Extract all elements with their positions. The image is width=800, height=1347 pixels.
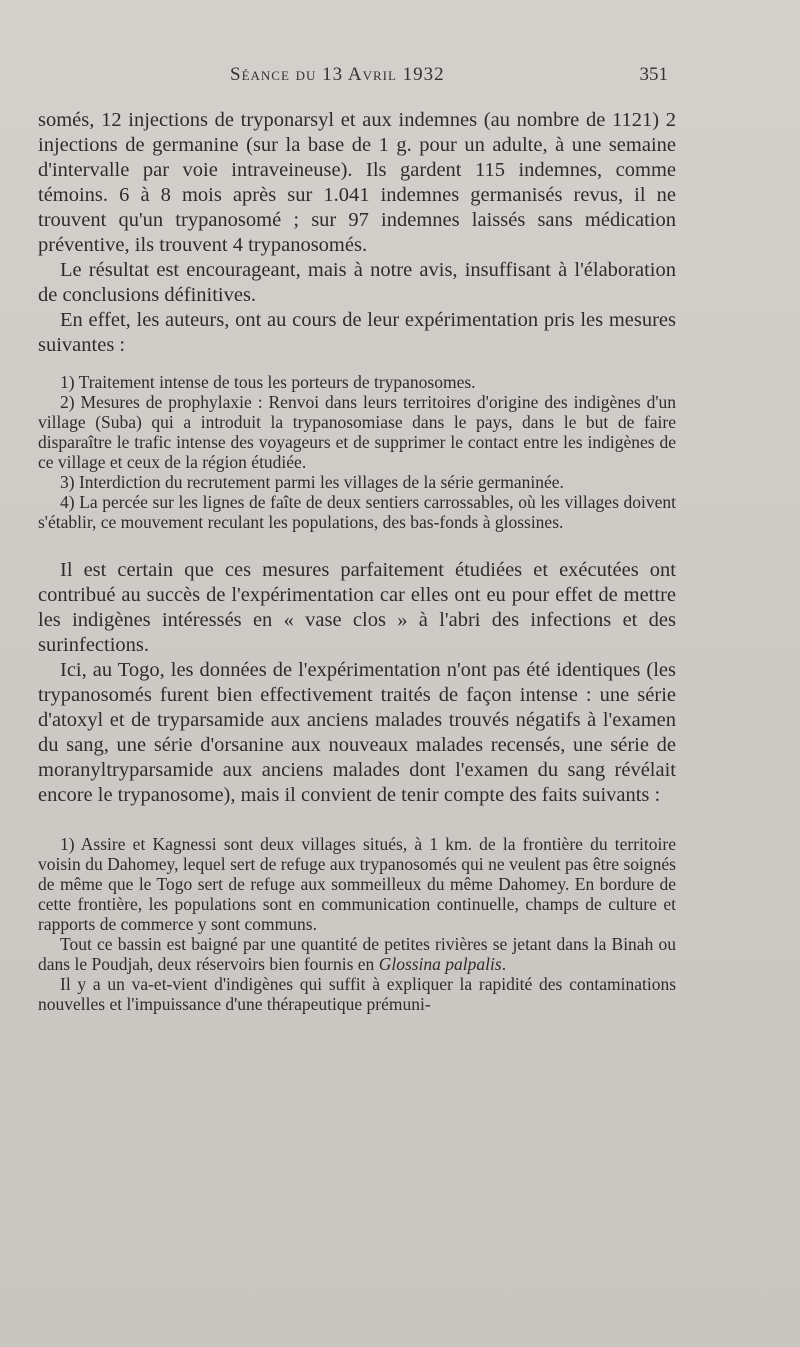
page-body — [38, 108, 676, 1014]
fact-item-2-end: . — [501, 954, 507, 974]
header-title: Séance du 13 Avril 1932 — [230, 64, 445, 85]
measure-item-1: 1) Traitement intense de tous les porteurs de trypanosomes. — [60, 372, 476, 392]
paragraph-certainty: Il est certain que ces mesures parfaitement étudiées et exécutées ont contribué au succès de l'expérimentation car elles ont eu pour effet de mettre les indigènes intéressés en « vase clos » à l'abri des infections et des surinfections. — [38, 559, 676, 656]
paragraph-result: Le résultat est encourageant, mais à notre avis, insuffisant à l'élaboration de conclusions définitives. — [38, 259, 676, 306]
page-number: 351 — [639, 64, 668, 85]
measure-item-4: 4) La percée sur les lignes de faîte de deux sentiers carrossables, où les villages doivent s'établir, ce mouvement reculant les populations, des bas-fonds à glossines. — [38, 492, 676, 532]
species-name: Glossina palpalis — [378, 954, 502, 974]
fact-item-2 — [38, 934, 676, 974]
paragraph-togo: Ici, au Togo, les données de l'expérimentation n'ont pas été identiques (les trypanosomés furent bien effectivement traités de façon intense : une série d'atoxyl et de tryparsamide aux anciens malades trouvés négatifs à l'examen du sang, une série d'orsanine aux nouveaux malades recensés, une série de moranyltryparsamide aux anciens malades dont l'examen du sang révélait encore le trypanosome), mais il convient de tenir compte des faits suivants : — [38, 659, 676, 806]
fact-item-2-text: Tout ce bassin est baigné par une quantité de petites rivières se jetant dans la Binah ou dans le Poudjah, deux réservoirs bien fournis en — [38, 934, 676, 974]
running-header — [0, 60, 800, 90]
paragraph-continued: somés, 12 injections de tryponarsyl et aux indemnes (au nombre de 1121) 2 injections de germanine (sur la base de 1 g. pour un adulte, à une semaine d'intervalle par voie intraveineuse). Ils gardent 115 indemnes, comme témoins. 6 à 8 mois après sur 1.041 indemnes germanisés revus, il ne trouvent qu'un trypanosomé ; sur 97 indemnes laissés sans médication préventive, ils trouvent 4 trypanosomés. — [38, 109, 676, 256]
fact-item-1: 1) Assire et Kagnessi sont deux villages situés, à 1 km. de la frontière du territoire voisin du Dahomey, lequel sert de refuge aux trypanosomés qui ne veulent pas être soignés de même que le Togo sert de refuge aux sommeilleux du même Dahomey. En bordure de cette frontière, les populations sont en communication continuelle, champs de culture et rapports de commerce y sont communs. — [38, 834, 676, 934]
paragraph-measures-intro: En effet, les auteurs, ont au cours de leur expérimentation pris les mesures suivantes : — [38, 309, 676, 356]
measure-item-3: 3) Interdiction du recrutement parmi les villages de la série germaninée. — [60, 472, 564, 492]
fact-item-3: Il y a un va-et-vient d'indigènes qui suffit à expliquer la rapidité des contaminations nouvelles et l'impuissance d'une thérapeutique prémuni- — [38, 974, 676, 1014]
measure-item-2: 2) Mesures de prophylaxie : Renvoi dans leurs territoires d'origine des indigènes d'un village (Suba) qui a introduit la trypanosomiase dans le pays, dans le but de faire disparaître le trafic intense des voyageurs et de supprimer le contact entre les indigènes de ce village et ceux de la région étudiée. — [38, 392, 676, 472]
